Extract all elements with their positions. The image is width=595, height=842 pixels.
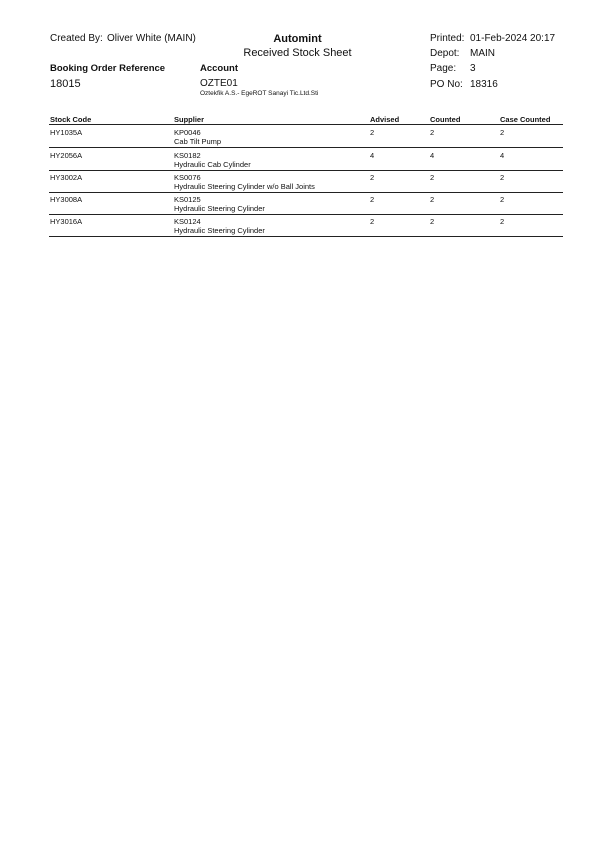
stock-code: HY1035A [50, 128, 83, 137]
counted-qty: 2 [430, 173, 435, 182]
depot-label: Depot: [430, 48, 460, 59]
row-divider [49, 192, 563, 193]
col-counted: Counted [430, 115, 461, 124]
created-by-label: Created By: [50, 33, 103, 44]
document-title: Received Stock Sheet [243, 47, 352, 59]
booking-ref-value: 18015 [50, 78, 81, 90]
item-description: Cab Tilt Pump [174, 137, 222, 146]
col-advised: Advised [370, 115, 400, 124]
counted-qty: 2 [430, 128, 435, 137]
created-by-value: Oliver White (MAIN) [107, 33, 196, 44]
printed-label: Printed: [430, 33, 465, 44]
stock-code: HY3002A [50, 173, 83, 182]
case-counted-qty: 2 [500, 128, 505, 137]
counted-qty: 2 [430, 195, 435, 204]
item-description: Hydraulic Steering Cylinder [174, 204, 265, 213]
advised-qty: 2 [370, 217, 375, 226]
row-divider [49, 214, 563, 215]
row-divider [49, 147, 563, 148]
stock-code: HY3008A [50, 195, 83, 204]
advised-qty: 2 [370, 128, 375, 137]
supplier-code: KS0076 [174, 173, 201, 182]
supplier-code: KS0124 [174, 217, 201, 226]
counted-qty: 2 [430, 217, 435, 226]
case-counted-qty: 2 [500, 195, 505, 204]
po-label: PO No: [430, 79, 463, 90]
account-code: OZTE01 [200, 78, 238, 89]
page-number: 3 [470, 63, 476, 74]
item-description: Hydraulic Cab Cylinder [174, 160, 251, 169]
item-description: Hydraulic Steering Cylinder w/o Ball Joints [174, 182, 315, 191]
supplier-code: KS0125 [174, 195, 201, 204]
account-name: Oztekfik A.S.- EgeROT Sanayi Tic.Ltd.Sti [200, 90, 319, 97]
advised-qty: 2 [370, 173, 375, 182]
stock-code: HY2056A [50, 151, 83, 160]
header-divider [49, 124, 563, 125]
supplier-code: KP0046 [174, 128, 201, 137]
col-supplier: Supplier [174, 115, 205, 124]
printed-value: 01-Feb-2024 20:17 [470, 33, 556, 44]
company-name: Automint [273, 33, 322, 45]
advised-qty: 2 [370, 195, 375, 204]
advised-qty: 4 [370, 151, 375, 160]
po-number: 18316 [470, 79, 498, 90]
case-counted-qty: 2 [500, 217, 505, 226]
col-case-counted: Case Counted [500, 115, 551, 124]
depot-value: MAIN [470, 48, 495, 59]
case-counted-qty: 4 [500, 151, 505, 160]
account-label: Account [200, 63, 238, 74]
col-stock-code: Stock Code [50, 115, 92, 124]
counted-qty: 4 [430, 151, 435, 160]
booking-ref-label: Booking Order Reference [50, 63, 166, 74]
supplier-code: KS0182 [174, 151, 201, 160]
page-label: Page: [430, 63, 457, 74]
case-counted-qty: 2 [500, 173, 505, 182]
row-divider [49, 236, 563, 237]
item-description: Hydraulic Steering Cylinder [174, 226, 265, 235]
stock-code: HY3016A [50, 217, 83, 226]
row-divider [49, 170, 563, 171]
